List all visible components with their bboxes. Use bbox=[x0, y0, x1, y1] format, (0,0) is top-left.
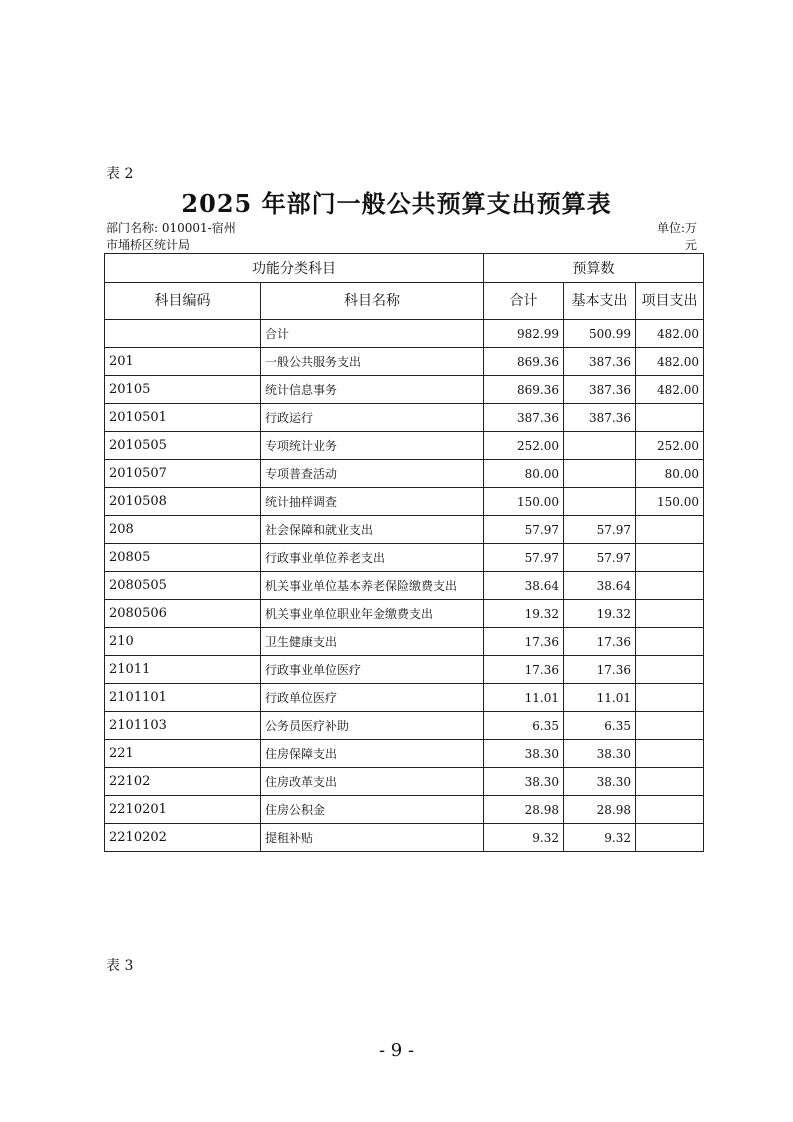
project-expenditure-cell bbox=[636, 572, 704, 600]
subject-name-cell: 统计信息事务 bbox=[261, 376, 484, 404]
subject-code-cell: 20105 bbox=[105, 376, 261, 404]
unit-label bbox=[637, 220, 697, 254]
table-header-row bbox=[105, 254, 704, 283]
total-cell: 38.30 bbox=[484, 768, 564, 796]
subject-code-cell: 2010505 bbox=[105, 432, 261, 460]
basic-expenditure-cell: 57.97 bbox=[564, 544, 636, 572]
total-cell: 11.01 bbox=[484, 684, 564, 712]
subject-code-cell: 210 bbox=[105, 628, 261, 656]
total-cell: 869.36 bbox=[484, 348, 564, 376]
total-cell: 17.36 bbox=[484, 628, 564, 656]
subject-code-cell: 22102 bbox=[105, 768, 261, 796]
total-cell: 38.64 bbox=[484, 572, 564, 600]
subject-name-cell: 行政事业单位医疗 bbox=[261, 656, 484, 684]
subject-name-cell: 住房公积金 bbox=[261, 796, 484, 824]
subject-name-cell: 行政单位医疗 bbox=[261, 684, 484, 712]
page-number: - 9 - bbox=[378, 1040, 415, 1061]
subject-name-cell: 卫生健康支出 bbox=[261, 628, 484, 656]
total-cell: 17.36 bbox=[484, 656, 564, 684]
project-expenditure-cell: 482.00 bbox=[636, 320, 704, 348]
table-row bbox=[105, 488, 704, 516]
total-cell: 869.36 bbox=[484, 376, 564, 404]
basic-expenditure-cell bbox=[564, 432, 636, 460]
subject-code-cell: 2210201 bbox=[105, 796, 261, 824]
page-title: 2025 年部门一般公共预算支出预算表 bbox=[181, 189, 612, 218]
basic-expenditure-cell bbox=[564, 488, 636, 516]
total-cell: 28.98 bbox=[484, 796, 564, 824]
project-expenditure-cell: 252.00 bbox=[636, 432, 704, 460]
subject-code-cell: 201 bbox=[105, 348, 261, 376]
project-expenditure-cell bbox=[636, 544, 704, 572]
total-cell: 57.97 bbox=[484, 516, 564, 544]
project-expenditure-cell: 80.00 bbox=[636, 460, 704, 488]
table-subheader-row bbox=[105, 283, 704, 320]
department-name-line1: 部门名称: 010001-宿州 bbox=[106, 221, 236, 235]
subject-name-cell: 提租补贴 bbox=[261, 824, 484, 852]
basic-expenditure-cell: 57.97 bbox=[564, 516, 636, 544]
total-cell: 19.32 bbox=[484, 600, 564, 628]
table-row bbox=[105, 320, 704, 348]
project-expenditure-cell bbox=[636, 712, 704, 740]
subject-name-cell: 合计 bbox=[261, 320, 484, 348]
department-name-line2: 市埇桥区统计局 bbox=[106, 238, 191, 252]
project-expenditure-cell bbox=[636, 600, 704, 628]
basic-expenditure-cell: 6.35 bbox=[564, 712, 636, 740]
subject-name-cell: 公务员医疗补助 bbox=[261, 712, 484, 740]
header-subject-code: 科目编码 bbox=[105, 283, 261, 320]
subject-code-cell bbox=[105, 320, 261, 348]
total-cell: 38.30 bbox=[484, 740, 564, 768]
subject-name-cell: 住房改革支出 bbox=[261, 768, 484, 796]
table-row bbox=[105, 824, 704, 852]
subject-name-cell: 专项普查活动 bbox=[261, 460, 484, 488]
subject-name-cell: 机关事业单位基本养老保险缴费支出 bbox=[261, 572, 484, 600]
header-total: 合计 bbox=[484, 283, 564, 320]
unit-label-line2: 元 bbox=[684, 238, 697, 252]
subject-code-cell: 2101101 bbox=[105, 684, 261, 712]
table-row bbox=[105, 572, 704, 600]
subject-code-cell: 2101103 bbox=[105, 712, 261, 740]
basic-expenditure-cell: 387.36 bbox=[564, 348, 636, 376]
subject-name-cell: 专项统计业务 bbox=[261, 432, 484, 460]
header-project-expenditure: 项目支出 bbox=[636, 283, 704, 320]
subject-name-cell: 机关事业单位职业年金缴费支出 bbox=[261, 600, 484, 628]
subject-name-cell: 社会保障和就业支出 bbox=[261, 516, 484, 544]
header-function-classification: 功能分类科目 bbox=[105, 254, 484, 283]
header-basic-expenditure: 基本支出 bbox=[564, 283, 636, 320]
subject-code-cell: 2010501 bbox=[105, 404, 261, 432]
subject-code-cell: 221 bbox=[105, 740, 261, 768]
table-row bbox=[105, 348, 704, 376]
basic-expenditure-cell bbox=[564, 460, 636, 488]
basic-expenditure-cell: 500.99 bbox=[564, 320, 636, 348]
total-cell: 6.35 bbox=[484, 712, 564, 740]
project-expenditure-cell bbox=[636, 656, 704, 684]
project-expenditure-cell: 482.00 bbox=[636, 376, 704, 404]
subject-code-cell: 21011 bbox=[105, 656, 261, 684]
unit-label-line1: 单位:万 bbox=[656, 221, 697, 235]
table-row bbox=[105, 656, 704, 684]
table-row bbox=[105, 376, 704, 404]
table-body bbox=[105, 320, 704, 852]
subject-code-cell: 208 bbox=[105, 516, 261, 544]
table-row bbox=[105, 740, 704, 768]
table-row bbox=[105, 460, 704, 488]
basic-expenditure-cell: 11.01 bbox=[564, 684, 636, 712]
table-row bbox=[105, 600, 704, 628]
project-expenditure-cell bbox=[636, 684, 704, 712]
table-row bbox=[105, 516, 704, 544]
subject-code-cell: 2210202 bbox=[105, 824, 261, 852]
basic-expenditure-cell: 38.30 bbox=[564, 768, 636, 796]
basic-expenditure-cell: 28.98 bbox=[564, 796, 636, 824]
project-expenditure-cell bbox=[636, 768, 704, 796]
project-expenditure-cell bbox=[636, 404, 704, 432]
total-cell: 9.32 bbox=[484, 824, 564, 852]
department-name bbox=[106, 220, 306, 254]
table-row bbox=[105, 684, 704, 712]
basic-expenditure-cell: 387.36 bbox=[564, 404, 636, 432]
project-expenditure-cell bbox=[636, 740, 704, 768]
table-label: 表 2 bbox=[106, 166, 134, 182]
subject-name-cell: 住房保障支出 bbox=[261, 740, 484, 768]
basic-expenditure-cell: 17.36 bbox=[564, 656, 636, 684]
table-row bbox=[105, 404, 704, 432]
subject-name-cell: 一般公共服务支出 bbox=[261, 348, 484, 376]
subject-code-cell: 2080506 bbox=[105, 600, 261, 628]
header-budget-amount: 预算数 bbox=[484, 254, 704, 283]
total-cell: 150.00 bbox=[484, 488, 564, 516]
project-expenditure-cell bbox=[636, 516, 704, 544]
table-row bbox=[105, 432, 704, 460]
basic-expenditure-cell: 38.64 bbox=[564, 572, 636, 600]
project-expenditure-cell bbox=[636, 824, 704, 852]
project-expenditure-cell bbox=[636, 796, 704, 824]
total-cell: 387.36 bbox=[484, 404, 564, 432]
table-label: 表 3 bbox=[106, 958, 134, 974]
table-row bbox=[105, 628, 704, 656]
project-expenditure-cell bbox=[636, 628, 704, 656]
project-expenditure-cell: 150.00 bbox=[636, 488, 704, 516]
basic-expenditure-cell: 9.32 bbox=[564, 824, 636, 852]
subject-code-cell: 2010507 bbox=[105, 460, 261, 488]
basic-expenditure-cell: 19.32 bbox=[564, 600, 636, 628]
subject-name-cell: 统计抽样调查 bbox=[261, 488, 484, 516]
table-row bbox=[105, 712, 704, 740]
subject-code-cell: 2080505 bbox=[105, 572, 261, 600]
total-cell: 252.00 bbox=[484, 432, 564, 460]
total-cell: 57.97 bbox=[484, 544, 564, 572]
subject-code-cell: 2010508 bbox=[105, 488, 261, 516]
table-row bbox=[105, 768, 704, 796]
basic-expenditure-cell: 17.36 bbox=[564, 628, 636, 656]
subject-code-cell: 20805 bbox=[105, 544, 261, 572]
header-subject-name: 科目名称 bbox=[261, 283, 484, 320]
table-row bbox=[105, 544, 704, 572]
subject-name-cell: 行政事业单位养老支出 bbox=[261, 544, 484, 572]
project-expenditure-cell: 482.00 bbox=[636, 348, 704, 376]
basic-expenditure-cell: 387.36 bbox=[564, 376, 636, 404]
table-row bbox=[105, 796, 704, 824]
basic-expenditure-cell: 38.30 bbox=[564, 740, 636, 768]
budget-table bbox=[104, 253, 704, 852]
total-cell: 982.99 bbox=[484, 320, 564, 348]
total-cell: 80.00 bbox=[484, 460, 564, 488]
subject-name-cell: 行政运行 bbox=[261, 404, 484, 432]
